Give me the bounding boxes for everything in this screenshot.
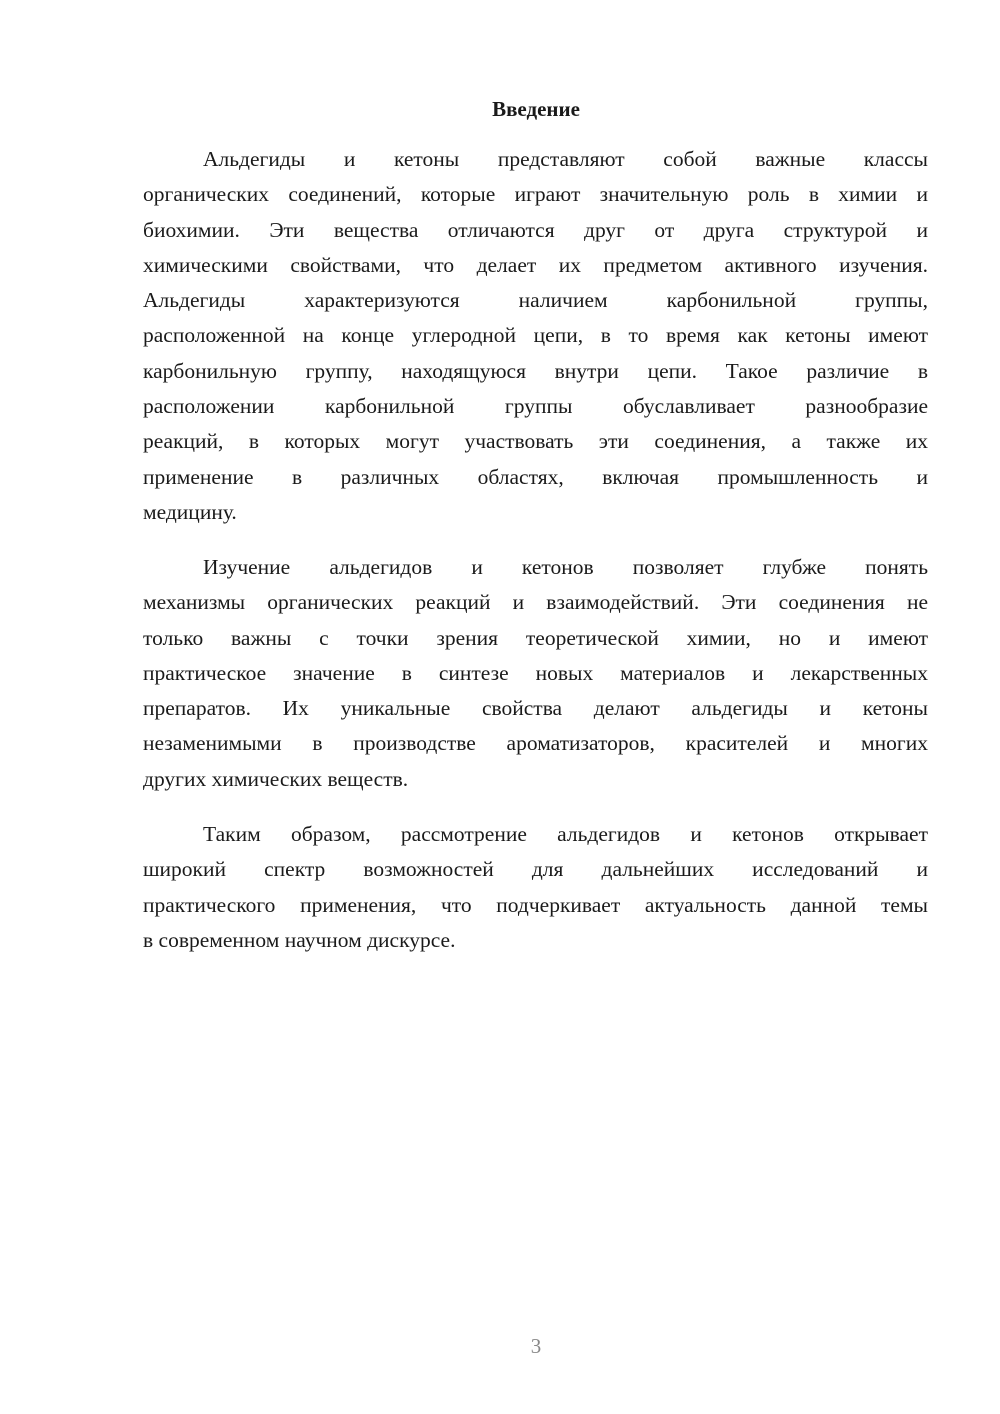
text-line: Изучение альдегидов и кетонов позволяет глубже понять [203,555,928,579]
text-line: широкий спектр возможностей для дальнейших исследований и [143,857,928,882]
text-line: препаратов. Их уникальные свойства делают альдегиды и кетоны [143,696,928,721]
text-line: в современном научном дискурсе. [143,927,456,952]
text-line: расположении карбонильной группы обуславливает разнообразие [143,394,928,419]
text-line: только важны с точки зрения теоретической химии, но и имеют [143,625,928,650]
page-title: Введение [492,97,580,121]
text-line: незаменимыми в производстве ароматизаторов, красителей и многих [143,731,928,756]
text-line: механизмы органических реакций и взаимодействий. Эти соединения не [143,590,928,615]
paragraph-3 [143,817,928,958]
text-line: биохимии. Эти вещества отличаются друг от друга структурой и [143,217,928,242]
paragraph-2 [143,550,928,797]
text-line: практическое значение в синтезе новых материалов и лекарственных [143,660,928,685]
text-line: Таким образом, рассмотрение альдегидов и кетонов открывает [203,822,928,846]
page-number: 3 [530,1334,542,1358]
text-line: реакций, в которых могут участвовать эти соединения, а также их [143,429,928,454]
text-line: применение в различных областях, включая промышленность и [143,464,928,489]
text-line: расположенной на конце углеродной цепи, в то время как кетоны имеют [143,323,928,348]
text-line: Альдегиды характеризуются наличием карбонильной группы, [143,288,928,313]
text-line: практического применения, что подчеркивает актуальность данной темы [143,892,928,917]
text-line: карбонильную группу, находящуюся внутри цепи. Такое различие в [143,358,928,383]
text-line: медицину. [143,499,237,524]
text-line: химическими свойствами, что делает их предметом активного изучения. [143,252,928,277]
text-line: Альдегиды и кетоны представляют собой важные классы [203,147,928,171]
text-line: других химических веществ. [143,766,409,791]
text-line: органических соединений, которые играют значительную роль в химии и [143,182,928,207]
paragraph-1 [143,142,928,530]
